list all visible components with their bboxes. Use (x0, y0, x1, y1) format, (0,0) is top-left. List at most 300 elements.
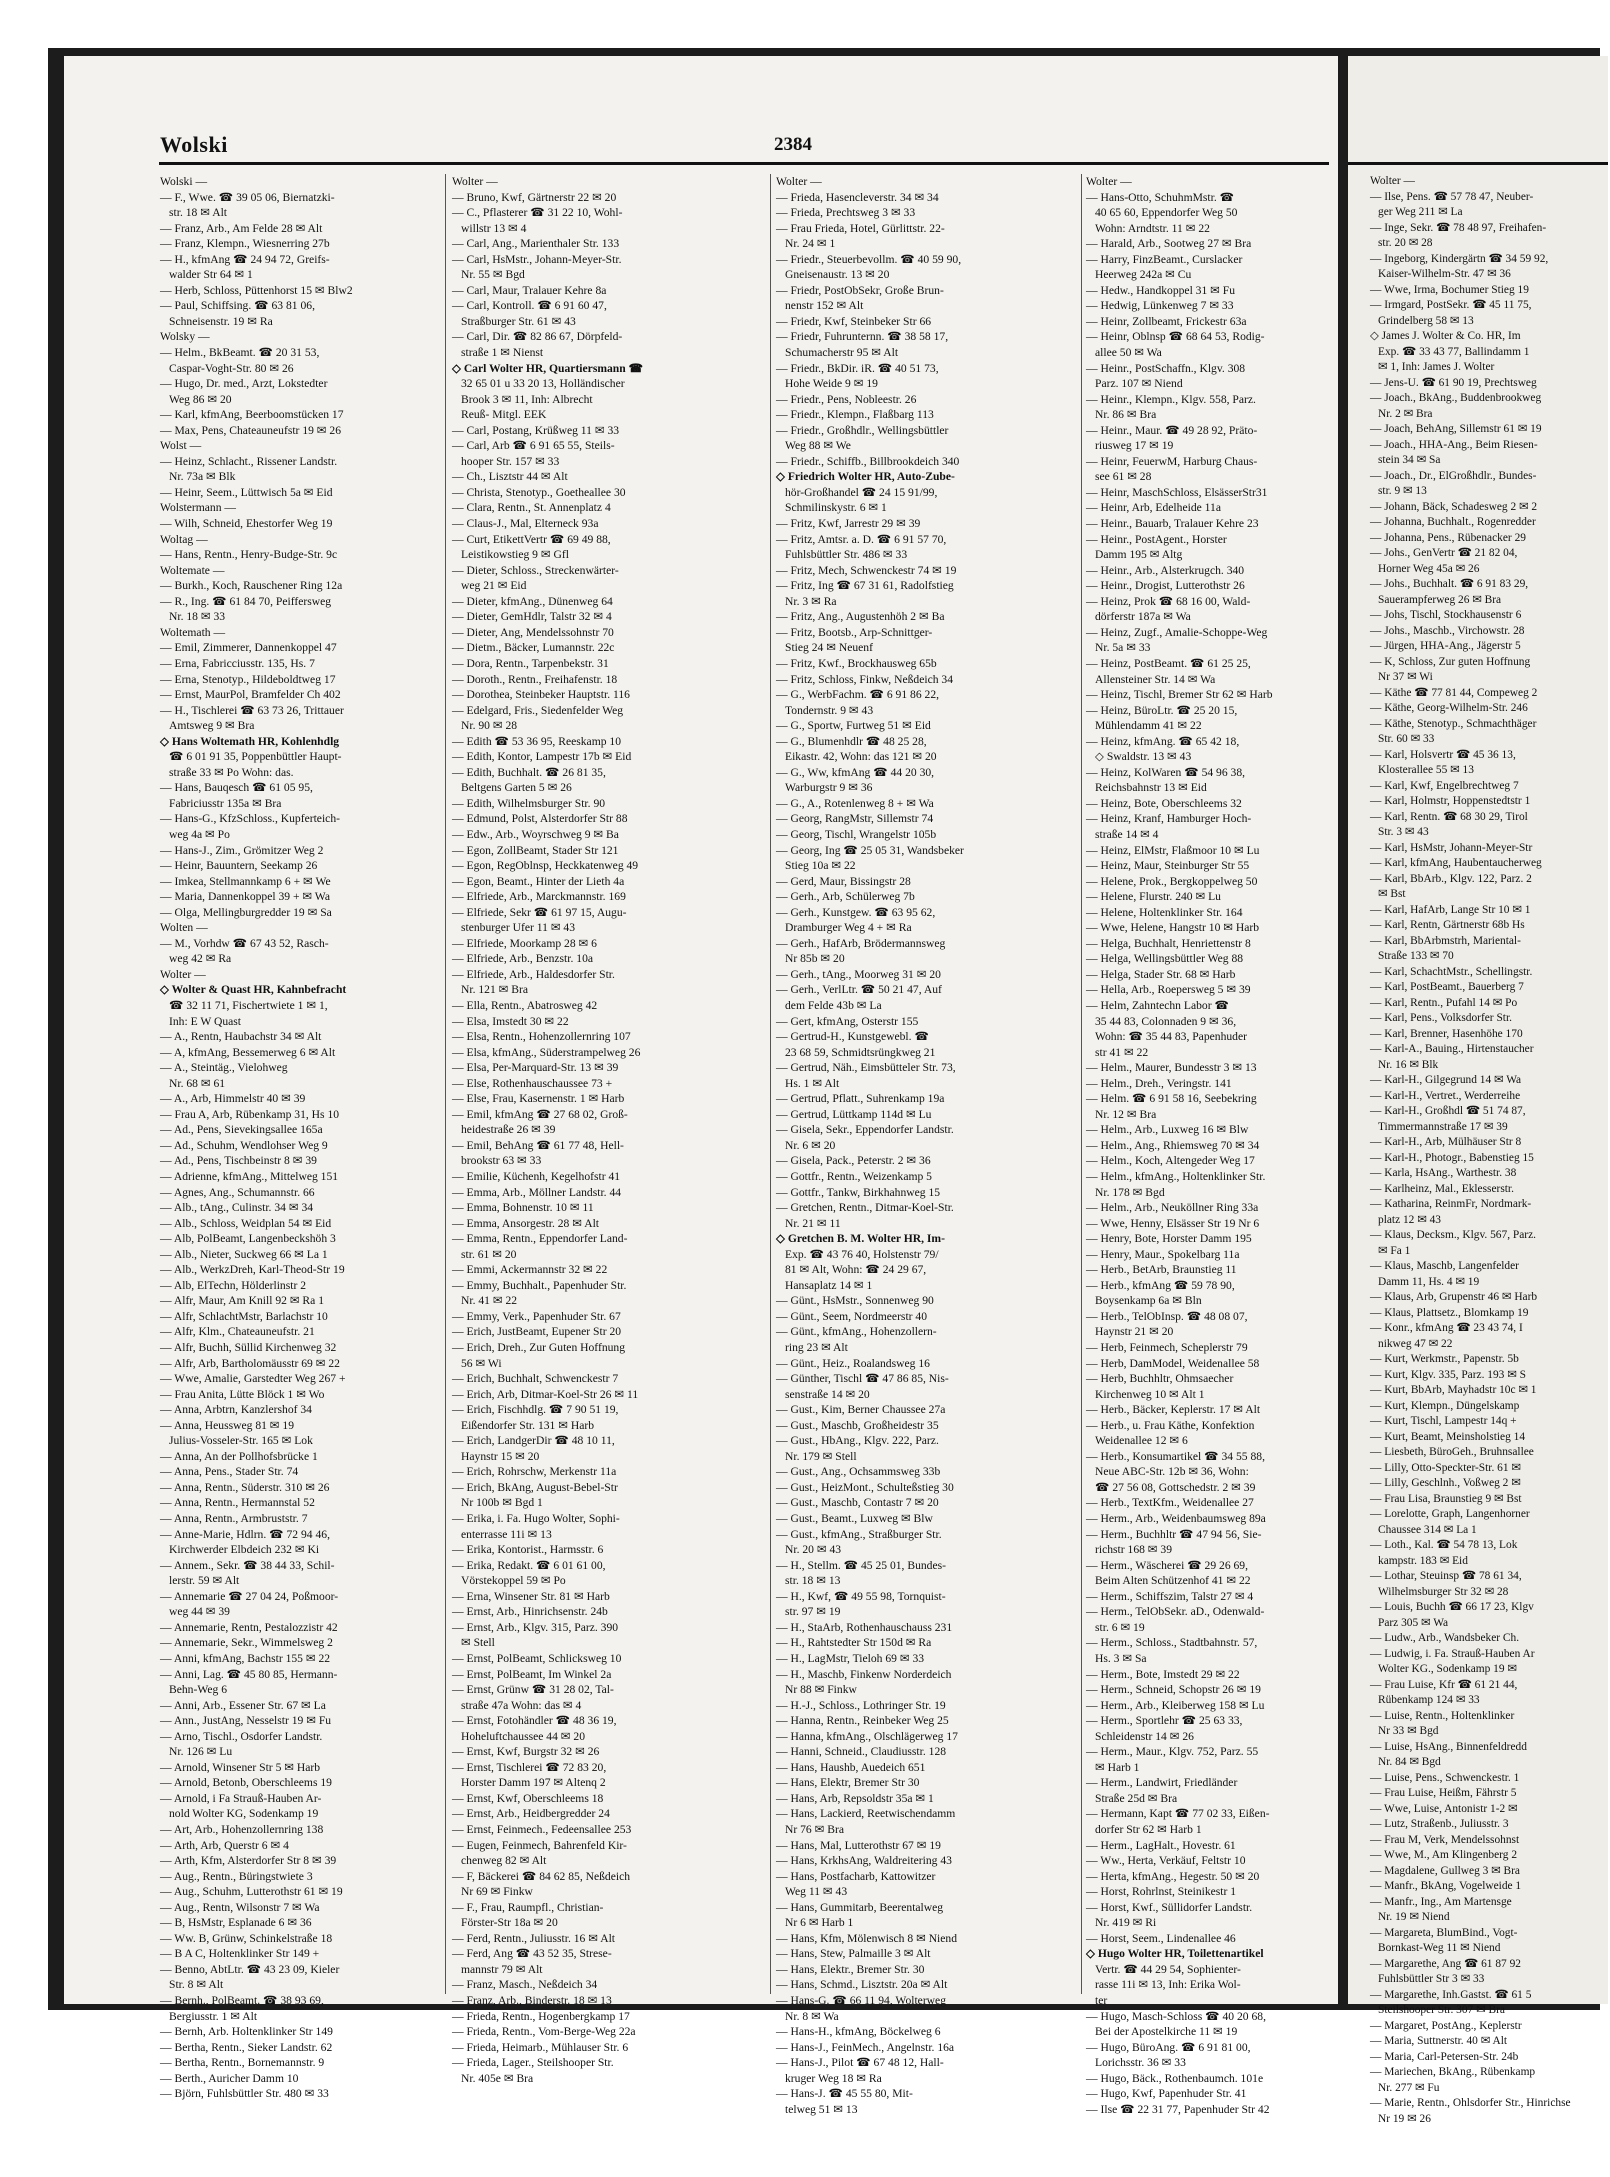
directory-entry-line: — Elsa, kfmAng., Süderstrampelweg 26 (452, 1045, 641, 1059)
directory-entry-line: — Olga, Mellingburgredder 19 ✉ Sa (160, 905, 332, 919)
directory-entry-line: — Arnold, Betonb, Oberschleems 19 (160, 1776, 332, 1790)
directory-entry-line: Brook 3 ✉ 11, Inh: Albrecht (461, 392, 593, 406)
directory-entry-line: — Heinr., PostAgent., Horster (1086, 532, 1227, 546)
directory-entry-line: Eißendorfer Str. 131 ✉ Harb (461, 1418, 595, 1432)
directory-entry-line: Damm 11, Hs. 4 ✉ 19 (1378, 1275, 1480, 1288)
directory-entry-line: Nr. 6 ✉ 20 (785, 1138, 836, 1152)
directory-entry-line: — Johs., Maschb., Virchowstr. 28 (1370, 624, 1525, 637)
directory-entry-line: — Günt., HsMstr., Sonnenweg 90 (776, 1294, 934, 1308)
directory-entry-line: heidestraße 26 ✉ 39 (461, 1123, 556, 1137)
directory-entry-line: Wilhelmsburger Str 32 ✉ 28 (1378, 1585, 1509, 1598)
directory-entry-line: — Alb., Schloss, Weidplan 54 ✉ Eid (160, 1216, 332, 1230)
directory-entry-line: Fuhlsbüttler Str 3 ✉ 33 (1378, 1973, 1485, 1985)
directory-entry-line: — Karl, Rentn, Gärtnerstr 68b Hs (1370, 919, 1525, 931)
directory-entry-line: Hansaplatz 14 ✉ 1 (785, 1278, 873, 1292)
directory-entry-line: — Maria, Dannenkoppel 39 + ✉ Wa (160, 890, 330, 904)
directory-entry-line: — Hans, Schmd., Lisztstr. 20a ✉ Alt (776, 1978, 948, 1992)
directory-entry-line: weg 42 ✉ Ra (169, 952, 232, 966)
directory-entry-line: — Ernst, Feinmech., Fedeensallee 253 (452, 1822, 632, 1836)
directory-entry-line: — Hans, Lackierd, Reetwischendamm (776, 1807, 956, 1821)
directory-entry-line: — Erna, Winsener Str. 81 ✉ Harb (452, 1589, 610, 1603)
directory-entry-line: Bergiusstr. 1 ✉ Alt (169, 2009, 258, 2023)
directory-entry-line: — Karl, Holmstr, Hoppenstedtstr 1 (1370, 795, 1531, 807)
directory-entry-line: — Ernst, Kwf, Burgstr 32 ✉ 26 (452, 1745, 600, 1759)
directory-entry-line: Kaiser-Wilhelm-Str. 47 ✉ 36 (1378, 268, 1511, 280)
directory-entry-line: — Johs., GenVertr ☎ 21 82 04, (1370, 547, 1518, 559)
directory-entry-line: — Hans, Gummitarb, Beerentalweg (776, 1900, 944, 1914)
directory-entry-line: — Gust., Beamt., Luxweg ✉ Blw (776, 1512, 933, 1526)
directory-entry-line: — Anni, Lag. ☎ 45 80 85, Hermann- (160, 1667, 338, 1681)
directory-entry-line: Hs. 3 ✉ Sa (1095, 1651, 1147, 1665)
directory-entry-line: — Herm., Buchhltr ☎ 47 94 56, Sie- (1086, 1527, 1262, 1541)
directory-entry-line: enterrasse 11i ✉ 13 (461, 1527, 552, 1541)
directory-entry-line: — Elfriede, Arb., Marckmannstr. 169 (452, 890, 626, 904)
directory-entry-line: str. 6 ✉ 19 (1095, 1620, 1145, 1634)
directory-entry-line: Nr. 12 ✉ Bra (1095, 1107, 1157, 1121)
directory-entry-line: str. 18 ✉ 13 (785, 1574, 841, 1588)
directory-entry-line: Nr 85b ✉ 20 (785, 952, 845, 966)
directory-entry-line: — Horst, Kwf., Süllidorfer Landstr. (1086, 1900, 1253, 1914)
column-divider (1081, 174, 1082, 1994)
directory-entry-line: lerstr. 59 ✉ Alt (169, 1574, 240, 1588)
directory-entry-line: — Helm., Maurer, Bundesstr 3 ✉ 13 (1086, 1061, 1257, 1075)
directory-entry-line: — Herb, Buchhltr, Ohmsaecher (1086, 1372, 1234, 1386)
directory-entry-line: Neue ABC-Str. 12b ✉ 36, Wohn: (1095, 1465, 1249, 1479)
directory-entry-line: Nr. 121 ✉ Bra (461, 983, 529, 997)
directory-entry-line: — Manfr., Ing., Am Martensge (1370, 1895, 1512, 1908)
directory-entry-line: — Manfr., BkAng, Vogelweide 1 (1370, 1880, 1522, 1892)
directory-entry-line: Wohn: ☎ 35 44 83, Papenhuder (1095, 1030, 1247, 1044)
directory-entry-line: Damm 195 ✉ Altg (1095, 548, 1183, 562)
directory-entry-line: — Emil, Zimmerer, Dannenkoppel 47 (160, 641, 337, 655)
directory-entry-line: — Gretchen, Rentn., Ditmar-Koel-Str. (776, 1201, 954, 1215)
directory-entry-line: — Björn, Fuhlsbüttler Str. 480 ✉ 33 (160, 2087, 329, 2101)
directory-entry-line: — Arno, Tischl., Osdorfer Landstr. (160, 1729, 323, 1743)
directory-entry-line: — H., Stellm. ☎ 45 25 01, Bundes- (776, 1558, 946, 1572)
directory-entry-line: Haynstr 15 ✉ 20 (461, 1449, 540, 1463)
directory-entry-line: — Herb, Schloss, Püttenhorst 15 ✉ Blw2 (160, 283, 353, 297)
directory-entry-line: — Heinz, PostBeamt. ☎ 61 25 25, (1086, 656, 1251, 670)
directory-entry-line: — Heinz, Zugf., Amalie-Schoppe-Weg (1086, 625, 1268, 639)
directory-entry-line: — Frau Luise, Heißm, Fährstr 5 (1370, 1787, 1517, 1799)
directory-entry-line: — Elfriede, Moorkamp 28 ✉ 6 (452, 936, 597, 950)
directory-entry-line: — Elsa, Rentn., Hohenzollernring 107 (452, 1030, 631, 1044)
directory-entry-line: — Maria, Suttnerstr. 40 ✉ Alt (1370, 2035, 1508, 2047)
directory-entry-line: — G., Blumenhdlr ☎ 48 25 28, (776, 734, 927, 748)
directory-entry-line: — Karl, Pens., Volksdorfer Str. (1370, 1012, 1512, 1024)
directory-entry-line: — Gust., HbAng., Klgv. 222, Parz. (776, 1434, 939, 1448)
directory-entry-line: — Emma, Bohnenstr. 10 ✉ 11 (452, 1201, 594, 1215)
directory-entry-line: str. 9 ✉ 13 (1378, 485, 1427, 497)
directory-entry-line: — Helm, Zahntechn Labor ☎ (1086, 998, 1229, 1012)
directory-entry-line: — G., WerbFachm. ☎ 6 91 86 22, (776, 688, 940, 702)
directory-entry-line: ☎ 27 56 08, Gottschedstr. 2 ✉ 39 (1095, 1480, 1256, 1494)
directory-entry-line: Nr 33 ✉ Bgd (1378, 1725, 1439, 1737)
directory-entry-line: — Friedr., Steuerbevollm. ☎ 40 59 90, (776, 252, 962, 266)
directory-entry-line: Wolter — (776, 175, 822, 188)
directory-entry-line: — Clara, Rentn., St. Annenplatz 4 (452, 501, 611, 515)
directory-entry-line: — Helm. ☎ 6 91 58 16, Seebekring (1086, 1092, 1257, 1106)
directory-entry-line: — Herb., TelObInsp. ☎ 48 08 07, (1086, 1309, 1248, 1323)
directory-entry-line: — Edith, Kontor, Lampestr 17b ✉ Eid (452, 750, 632, 764)
directory-entry-line: Nr. 21 ✉ 11 (785, 1216, 841, 1230)
directory-entry-line: — Fritz, Schloss, Finkw, Neßdeich 34 (776, 672, 954, 686)
directory-entry-line: — Egon, ZollBeamt, Stader Str 121 (452, 843, 619, 857)
directory-entry-line: — Christa, Stenotyp., Goetheallee 30 (452, 485, 626, 499)
directory-entry-line: Str. 60 ✉ 33 (1378, 733, 1435, 745)
directory-entry-line: see 61 ✉ 28 (1095, 470, 1152, 484)
directory-entry-line: — Hugo, BüroAng. ☎ 6 91 81 00, (1086, 2040, 1251, 2054)
header-rule (1348, 162, 1608, 165)
directory-entry-line: — Hella, Arb., Roepersweg 5 ✉ 39 (1086, 983, 1251, 997)
directory-entry-line: — Friedr., BkDir. iR. ☎ 40 51 73, (776, 361, 939, 375)
directory-entry-line: — Kurt, Werkmstr., Papenstr. 5b (1370, 1353, 1519, 1365)
directory-entry-line: — Egon, RegOblnsp, Heckkatenweg 49 (452, 859, 639, 873)
directory-entry-line: Wolter — (1370, 175, 1415, 187)
directory-entry-line: — Karlheinz, Mal., Eklesserstr. (1370, 1182, 1514, 1195)
directory-entry-line: — Käthe, Stenotyp., Schmachthäger (1370, 717, 1537, 730)
directory-entry-line: — Paul, Schiffsing. ☎ 63 81 06, (160, 299, 315, 313)
directory-entry-line: — Heinr, Bauuntern, Seekamp 26 (160, 859, 318, 873)
directory-entry-line: — Anni, kfmAng, Bachstr 155 ✉ 22 (160, 1651, 331, 1665)
directory-entry-line: — Karl, Holsvertr ☎ 45 36 13, (1370, 748, 1516, 761)
directory-entry-line: — R., Ing. ☎ 61 84 70, Peiffersweg (160, 594, 332, 608)
directory-entry-line: — Gust., Kim, Berner Chaussee 27a (776, 1403, 946, 1417)
directory-entry-line: ◇ James J. Wolter & Co. HR, Im (1370, 330, 1521, 342)
column-divider (445, 174, 446, 1994)
directory-entry-line: — Heinz, Schlacht., Rissener Landstr. (160, 454, 338, 468)
directory-entry-line: — Heinr, FeuerwM, Harburg Chaus- (1086, 454, 1258, 468)
directory-entry-line: Weg 86 ✉ 20 (169, 392, 232, 406)
directory-entry-line: chenweg 82 ✉ Alt (461, 1854, 547, 1868)
directory-entry-line: — Hans, Haushb, Auedeich 651 (776, 1760, 926, 1774)
directory-entry-line: Bornkast-Weg 11 ✉ Niend (1378, 1942, 1501, 1954)
directory-entry-line: — Herb, Feinmech, Scheplerstr 79 (1086, 1341, 1248, 1355)
directory-entry-line: — Karl, BbArbmstrh, Mariental- (1370, 934, 1521, 947)
directory-entry-line: — Günt., Heiz., Roalandsweg 16 (776, 1356, 930, 1370)
directory-entry-line: — Dieter, GemHdlr, Talstr 32 ✉ 4 (452, 610, 612, 624)
directory-entry-line: — Johann, Bäck, Schadesweg 2 ✉ 2 (1370, 500, 1538, 513)
directory-entry-line: — Karl, HsMstr, Johann-Meyer-Str (1370, 841, 1533, 854)
directory-entry-line: Lorichsstr. 36 ✉ 33 (1095, 2056, 1186, 2070)
directory-entry-line: — Dieter, Ang, Mendelssohnstr 70 (452, 625, 614, 639)
directory-entry-line: — Helm., kfmAng., Holtenklinker Str. (1086, 1170, 1266, 1183)
directory-entry-line: — Herm., Landwirt, Friedländer (1086, 1776, 1238, 1790)
directory-entry-line: — Hans-J., FeinMech., Angelnstr. 16a (776, 2040, 955, 2054)
directory-entry-line: — Edith ☎ 53 36 95, Reeskamp 10 (452, 734, 622, 748)
directory-entry-line: Nr. 84 ✉ Bgd (1378, 1756, 1441, 1768)
directory-entry-line: — Hugo, Kwf, Papenhuder Str. 41 (1086, 2087, 1247, 2101)
directory-entry-line: — Frau Lisa, Braunstieg 9 ✉ Bst (1370, 1492, 1522, 1505)
directory-entry-line: — Anna, Rentn., Armbruststr. 7 (160, 1512, 308, 1526)
directory-entry-line: — G., A., Rotenlenweg 8 + ✉ Wa (776, 796, 934, 810)
directory-entry-line: — Helga, Buchhalt, Henriettenstr 8 (1086, 936, 1251, 950)
directory-entry-line: — M., Vorhdw ☎ 67 43 52, Rasch- (160, 936, 329, 950)
directory-entry-line: — Herm., Maur., Klgv. 752, Parz. 55 (1086, 1745, 1259, 1759)
directory-entry-line: — Herm., Schneid, Schopstr 26 ✉ 19 (1086, 1683, 1261, 1697)
directory-entry-line: — H., kfmAng ☎ 24 94 72, Greifs- (160, 252, 330, 266)
directory-entry-line: — Friedr., Klempn., Flaßbarg 113 (776, 408, 934, 422)
directory-page (64, 56, 1338, 2116)
directory-entry-line: — Wilh, Schneid, Ehestorfer Weg 19 (160, 517, 333, 531)
directory-entry-line: 32 65 01 u 33 20 13, Holländischer (461, 377, 625, 391)
directory-entry-line: Nr. 419 ✉ Ri (1095, 1916, 1157, 1930)
directory-entry-line: — Anni, Arb., Essener Str. 67 ✉ La (160, 1698, 326, 1712)
directory-entry-line: — Alb., Nieter, Suckweg 66 ✉ La 1 (160, 1247, 328, 1261)
directory-entry-line: — Joach., BkAng., Buddenbrookweg (1370, 392, 1542, 404)
directory-entry-line: — Loth., Kal. ☎ 54 78 13, Lok (1370, 1539, 1518, 1551)
directory-entry-line: — Berth., Auricher Damm 10 (160, 2071, 299, 2085)
directory-entry-line: Wolter — (160, 967, 206, 981)
directory-entry-line: — H., Tischlerei ☎ 63 73 26, Trittauer (160, 703, 344, 717)
directory-entry-line: — Hans, Bauqesch ☎ 61 05 95, (160, 781, 313, 795)
directory-entry-line: — Elsa, Imstedt 30 ✉ 22 (452, 1014, 569, 1028)
directory-entry-line: — Hermann, Kapt ☎ 77 02 33, Eißen- (1086, 1807, 1270, 1821)
directory-entry-line: — Hugo, Bäck., Rothenbaumch. 101e (1086, 2071, 1264, 2085)
directory-entry-line: — Karl, Rentn., Pufahl 14 ✉ Po (1370, 996, 1518, 1009)
directory-entry-line: — Ch., Lisztstr 44 ✉ Alt (452, 470, 568, 484)
directory-entry-line: — Heinz, Maur, Steinburger Str 55 (1086, 859, 1250, 873)
directory-entry-line: Inh: E W Quast (169, 1014, 242, 1028)
directory-entry-line: — Hans-J., Pilot ☎ 67 48 12, Hall- (776, 2056, 944, 2070)
directory-entry-line: Amtsweg 9 ✉ Bra (169, 719, 255, 733)
directory-entry-line: kampstr. 183 ✉ Eid (1378, 1554, 1468, 1567)
directory-entry-line: — Heinz, KolWaren ☎ 54 96 38, (1086, 765, 1246, 779)
directory-entry-line: Parz 305 ✉ Wa (1378, 1616, 1449, 1629)
directory-entry-line: — Art, Arb., Hohenzollernring 138 (160, 1822, 324, 1836)
directory-entry-line: — Fritz, Ang., Augustenhöh 2 ✉ Ba (776, 610, 945, 624)
directory-entry-line: Horner Weg 45a ✉ 26 (1378, 562, 1480, 575)
directory-entry-line: — Ernst, Grünw ☎ 31 28 02, Tal- (452, 1683, 614, 1697)
directory-entry-line: Wolten — (160, 921, 208, 935)
directory-entry-line: — Erich, JustBeamt, Eupener Str 20 (452, 1325, 622, 1339)
directory-entry-line: — Ludw., Arb., Wandsbeker Ch. (1370, 1632, 1520, 1644)
directory-entry-line: Nr 69 ✉ Finkw (461, 1885, 533, 1899)
directory-entry-line: Haynstr 21 ✉ 20 (1095, 1325, 1174, 1339)
directory-entry-line: Nr. 179 ✉ Stell (785, 1449, 857, 1463)
directory-entry-line: Nr 100b ✉ Bgd 1 (461, 1496, 543, 1510)
directory-entry-line: — Karl, kfmAng, Beerboomstücken 17 (160, 408, 344, 422)
directory-entry-line: Gneisenaustr. 13 ✉ 20 (785, 268, 890, 282)
directory-entry-line: — Georg, Ing ☎ 25 05 31, Wandsbeker (776, 843, 964, 857)
directory-entry-line: — Edith, Buchhalt. ☎ 26 81 35, (452, 765, 606, 779)
directory-entry-line: nenstr 152 ✉ Alt (785, 299, 864, 313)
directory-entry-line: — Wwe, Helene, Hangstr 10 ✉ Harb (1086, 921, 1260, 935)
directory-entry-line: — Günther, Tischl ☎ 47 86 85, Nis- (776, 1372, 949, 1386)
directory-entry-line: — Gerh., Kunstgew. ☎ 63 95 62, (776, 905, 936, 919)
directory-entry-line: Nr. 90 ✉ 28 (461, 719, 518, 733)
directory-entry-line: — Hans, Kfm, Mölenwisch 8 ✉ Niend (776, 1931, 958, 1945)
directory-entry-line: Exp. ☎ 33 43 77, Ballindamm 1 (1378, 345, 1530, 358)
directory-entry-line: Rübenkamp 124 ✉ 33 (1378, 1694, 1480, 1706)
directory-entry-line: Straße 25d ✉ Bra (1095, 1791, 1178, 1805)
directory-entry-line: Str. 3 ✉ 43 (1378, 826, 1429, 838)
directory-entry-line: ◇ Carl Wolter HR, Quartiersmann ☎ (452, 361, 644, 375)
directory-entry-line: — Anna, Rentn., Süderstr. 310 ✉ 26 (160, 1480, 330, 1494)
directory-entry-line: Beltgens Garten 5 ✉ 26 (461, 781, 572, 795)
directory-entry-line: — Alfr, Buchh, Süllid Kirchenweg 32 (160, 1341, 337, 1355)
directory-entry-line: — Heinr., Maur. ☎ 49 28 92, Präto- (1086, 423, 1258, 437)
directory-entry-line: — Carl, HsMstr., Johann-Meyer-Str. (452, 252, 622, 266)
directory-entry-line: Kirchwerder Elbdeich 232 ✉ Ki (169, 1543, 320, 1557)
directory-entry-line: — Heinr, Zollbeamt, Frickestr 63a (1086, 314, 1247, 328)
directory-entry-line: — Emil, kfmAng ☎ 27 68 02, Groß- (452, 1107, 628, 1121)
directory-entry-line: — Elfriede, Arb., Benzstr. 10a (452, 952, 594, 966)
directory-entry-line: — Fritz, Bootsb., Arp-Schnittger- (776, 625, 933, 639)
directory-entry-line: — Frau Frieda, Hotel, Gürlittstr. 22- (776, 221, 945, 235)
directory-entry-line: Warburgstr 9 ✉ 36 (785, 781, 873, 795)
directory-entry-line: — Heinz, Bote, Oberschleems 32 (1086, 796, 1242, 810)
directory-entry-line: — Curt, EtikettVertr ☎ 69 49 88, (452, 532, 611, 546)
directory-entry-line: Schumacherstr 95 ✉ Alt (785, 346, 899, 360)
directory-entry-line: — Fritz, Amtsr. a. D. ☎ 6 91 57 70, (776, 532, 947, 546)
directory-entry-line: — Jens-U. ☎ 61 90 19, Prechtsweg (1370, 376, 1537, 389)
directory-entry-line: — Hedw., Handkoppel 31 ✉ Fu (1086, 283, 1236, 297)
directory-entry-line: rasse 11i ✉ 13, Inh: Erika Wol- (1095, 1978, 1241, 1992)
directory-entry-line: 35 44 83, Colonnaden 9 ✉ 36, (1095, 1014, 1237, 1028)
directory-entry-line: — Fritz, Kwf., Brockhausweg 65b (776, 656, 937, 670)
directory-entry-line: — Hanni, Schneid., Claudiusstr. 128 (776, 1745, 947, 1759)
directory-entry-line: — A., Rentn, Haubachstr 34 ✉ Alt (160, 1030, 322, 1044)
directory-entry-line: Wolter KG., Sodenkamp 19 ✉ (1378, 1663, 1517, 1675)
directory-entry-line: — Bruno, Kwf, Gärtnerstr 22 ✉ 20 (452, 190, 617, 204)
directory-entry-line: — Ernst, MaurPol, Bramfelder Ch 402 (160, 688, 341, 702)
directory-entry-line: Str. 8 ✉ Alt (169, 1978, 224, 1992)
directory-entry-line: — Ernst, Tischlerei ☎ 72 83 20, (452, 1760, 607, 1774)
directory-entry-line: — Friedr., Pens, Nobleestr. 26 (776, 392, 917, 406)
directory-entry-line: — Anna, Heussweg 81 ✉ 19 (160, 1418, 295, 1432)
directory-entry-line: Allensteiner Str. 14 ✉ Wa (1095, 672, 1216, 686)
directory-entry-line: — H.-J., Schloss., Lothringer Str. 19 (776, 1698, 946, 1712)
directory-entry-line: — Aug., Schuhm, Lutterothstr 61 ✉ 19 (160, 1885, 343, 1899)
directory-entry-line: Hohe Weide 9 ✉ 19 (785, 377, 878, 391)
directory-entry-line: — Hugo, Dr. med., Arzt, Lokstedter (160, 377, 328, 391)
directory-entry-line: — Käthe, Georg-Wilhelm-Str. 246 (1370, 702, 1528, 714)
directory-entry-line: — Lilly, Geschlnh., Voßweg 2 ✉ (1370, 1477, 1521, 1489)
directory-entry-line: — Lorelotte, Graph, Langenhorner (1370, 1508, 1530, 1520)
directory-entry-line: ring 23 ✉ Alt (785, 1341, 848, 1355)
directory-entry-line: — Alfr, Klm., Chateauneufstr. 21 (160, 1325, 315, 1339)
directory-entry-line: ◇ Gretchen B. M. Wolter HR, Im- (776, 1232, 945, 1246)
directory-entry-line: — Luise, Pens., Schwenckestr. 1 (1370, 1771, 1520, 1784)
directory-entry-line: Straßburger Str. 61 ✉ 43 (461, 314, 576, 328)
directory-entry-line: Sauerampferweg 26 ✉ Bra (1378, 593, 1502, 606)
directory-entry-line: — Adrienne, kfmAng., Mittelweg 151 (160, 1170, 339, 1183)
directory-entry-line: Horster Damm 197 ✉ Altenq 2 (461, 1776, 606, 1790)
directory-entry-line: — Gust., Maschb, Contastr 7 ✉ 20 (776, 1496, 939, 1510)
directory-entry-line: — Horst, Rohrlnst, Steinikestr 1 (1086, 1885, 1237, 1899)
directory-entry-line: — Gust., Maschb, Großheidestr 35 (776, 1418, 939, 1432)
directory-entry-line: Wohn: Arndtstr. 11 ✉ 22 (1095, 221, 1210, 235)
directory-entry-line: — Burkh., Koch, Rauschener Ring 12a (160, 579, 343, 593)
directory-entry-line: — Heinr, Oblnsp ☎ 68 64 53, Rodig- (1086, 330, 1265, 344)
directory-entry-line: — Emmy, Verk., Papenhuder Str. 67 (452, 1309, 621, 1323)
directory-entry-line: Hoheluftchaussee 44 ✉ 20 (461, 1729, 586, 1743)
scanned-book-spread (48, 48, 1600, 2125)
directory-entry-line: Boysenkamp 6a ✉ Bln (1095, 1294, 1202, 1308)
directory-entry-line: — Ilse ☎ 22 31 77, Papenhuder Str 42 (1086, 2102, 1270, 2116)
directory-entry-line: — Gertrud-H., Kunstgewebl. ☎ (776, 1030, 929, 1044)
column-4 (1086, 174, 1338, 2116)
directory-entry-line: — Kurt, Tischl, Lampestr 14q + (1370, 1415, 1517, 1427)
directory-entry-line: straße 47a Wohn: das ✉ 4 (461, 1698, 582, 1712)
directory-entry-line: — Friedr, PostObSekr, Große Brun- (776, 283, 944, 297)
directory-entry-line: — Johanna, Pens., Rübenacker 29 (1370, 531, 1526, 544)
directory-entry-line: — Heinr, Arb, Edelheide 11a (1086, 501, 1221, 515)
directory-entry-line: Hs. 1 ✉ Alt (785, 1076, 840, 1090)
directory-entry-line: — Annemarie, Sekr., Wimmelsweg 2 (160, 1636, 333, 1650)
directory-entry-line: Dramburger Weg 4 + ✉ Ra (785, 921, 912, 935)
directory-entry-line: — Helm., Arb., Luxweg 16 ✉ Blw (1086, 1123, 1249, 1137)
directory-entry-line: — Annemarie ☎ 27 04 24, Poßmoor- (160, 1589, 339, 1603)
directory-entry-line: — Heinr., Drogist, Lutterothstr 26 (1086, 579, 1245, 593)
directory-entry-line: — H., Maschb, Finkenw Norderdeich (776, 1667, 952, 1681)
directory-entry-line: — Georg, Tischl, Wrangelstr 105b (776, 827, 937, 841)
directory-entry-line: straße 1 ✉ Nienst (461, 346, 544, 360)
directory-entry-line: — Gerh., VerlLtr. ☎ 50 21 47, Auf (776, 983, 942, 997)
directory-entry-line: — Gerh., HafArb, Brödermannsweg (776, 936, 946, 950)
directory-entry-line: — Kurt, Beamt, Meinsholstieg 14 (1370, 1430, 1526, 1443)
directory-entry-line: Nr 6 ✉ Harb 1 (785, 1916, 854, 1930)
directory-entry-line: Nr. 24 ✉ 1 (785, 237, 836, 251)
directory-entry-line: — Alb., tAng., Culinstr. 34 ✉ 34 (160, 1201, 314, 1215)
directory-entry-line: — Karl, HafArb, Lange Str 10 ✉ 1 (1370, 903, 1531, 916)
directory-entry-line: nikweg 47 ✉ 22 (1378, 1337, 1453, 1350)
directory-entry-line: ✉ Harb 1 (1095, 1760, 1140, 1774)
directory-entry-line: — Ad., Pens, Tischbeinstr 8 ✉ 39 (160, 1154, 317, 1168)
directory-entry-line: — Karl-H., Vertret., Werderreihe (1370, 1089, 1521, 1102)
directory-entry-line: Kirchenweg 10 ✉ Alt 1 (1095, 1387, 1205, 1401)
directory-entry-line: platz 12 ✉ 43 (1378, 1213, 1442, 1226)
directory-entry-line: — Franz, Klempn., Wiesnerring 27b (160, 237, 330, 251)
directory-entry-line: brookstr 63 ✉ 33 (461, 1154, 542, 1168)
directory-entry-line: — Ernst, Arb., Hinrichsenstr. 24b (452, 1605, 608, 1619)
directory-entry-line: — Lutz, Straßenb., Juliusstr. 3 (1370, 1818, 1509, 1830)
directory-entry-line: Nr. 68 ✉ 61 (169, 1076, 226, 1090)
directory-entry-line: Vertr. ☎ 44 29 54, Sophienter- (1095, 1962, 1241, 1976)
directory-entry-line: Stieg 24 ✉ Neuenf (785, 641, 873, 655)
directory-entry-line: Leistikowstieg 9 ✉ Gfl (461, 548, 569, 562)
directory-entry-line: — Alb, ElTechn, Hölderlinstr 2 (160, 1278, 307, 1292)
directory-entry-line: — Hedwig, Lünkenweg 7 ✉ 33 (1086, 299, 1234, 313)
directory-entry-line: — Gertrud, Lüttkamp 114d ✉ Lu (776, 1107, 932, 1121)
directory-entry-line: — Horst, Seem., Lindenallee 46 (1086, 1931, 1236, 1945)
directory-entry-line: — Arnold, Winsener Str 5 ✉ Harb (160, 1760, 321, 1774)
directory-entry-line: — Gerh., Arb, Schülerweg 7b (776, 890, 915, 904)
directory-entry-line: — Frieda, Prechtsweg 3 ✉ 33 (776, 206, 916, 220)
directory-entry-line: — Karla, HsAng., Warthestr. 38 (1370, 1167, 1517, 1179)
directory-entry-line: — Erich, Fischhdlg. ☎ 7 90 51 19, (452, 1403, 619, 1417)
directory-entry-line: — Günt., Seem, Nordmeerstr 40 (776, 1309, 928, 1323)
directory-entry-line: — Herta, kfmAng., Hegestr. 50 ✉ 20 (1086, 1869, 1260, 1883)
directory-entry-line: — Alfr, Maur, Am Knill 92 ✉ Ra 1 (160, 1294, 325, 1308)
directory-entry-line: riusweg 17 ✉ 19 (1095, 439, 1174, 453)
directory-entry-line: — Aug., Rentn., Büringstwiete 3 (160, 1869, 313, 1883)
directory-entry-line: — K, Schloss, Zur guten Hoffnung (1370, 655, 1531, 668)
directory-entry-line: — Wwe, Henny, Elsässer Str 19 Nr 6 (1086, 1216, 1260, 1230)
directory-entry-line: — Günt., kfmAng., Hohenzollern- (776, 1325, 937, 1339)
directory-entry-line: Nr. 178 ✉ Bgd (1095, 1185, 1165, 1199)
directory-entry-line: str. 18 ✉ Alt (169, 206, 228, 220)
directory-entry-line: — Dieter, kfmAng., Dünenweg 64 (452, 594, 613, 608)
directory-entry-line: — Margareta, BlumBind., Vogt- (1370, 1926, 1518, 1939)
directory-entry-line: — Hans-J., Zim., Grömitzer Weg 2 (160, 843, 324, 857)
directory-entry-line: dem Felde 43b ✉ La (785, 998, 882, 1012)
directory-entry-line: Nr. 73a ✉ Blk (169, 470, 236, 484)
directory-entry-line: stein 34 ✉ Sa (1378, 454, 1441, 466)
directory-entry-line: Stieg 10a ✉ 22 (785, 859, 856, 873)
directory-entry-line: Grindelberg 58 ✉ 13 (1378, 314, 1474, 327)
